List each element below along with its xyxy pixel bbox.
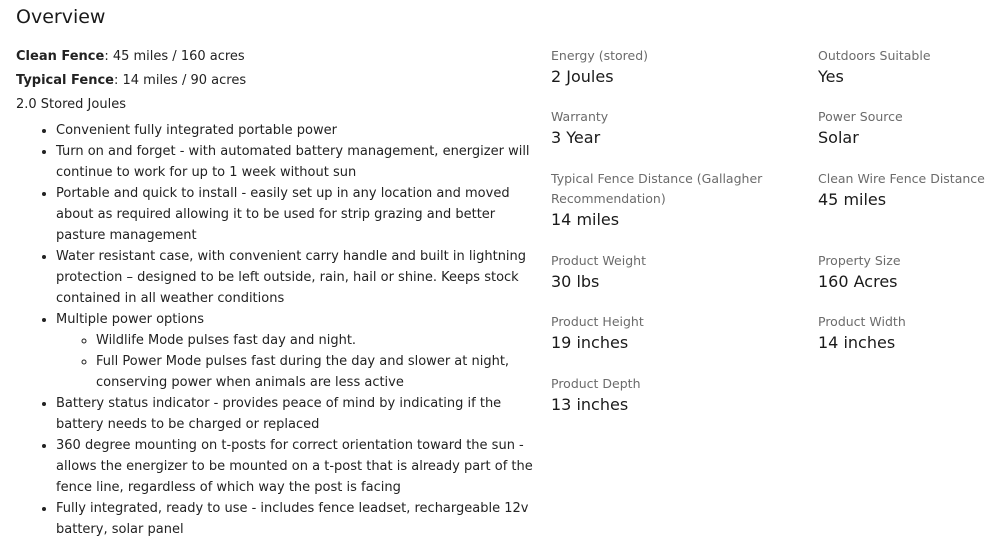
- spec-label: Typical Fence Distance (Gallagher Recommendation): [551, 171, 763, 206]
- spec-product-depth: [551, 374, 781, 416]
- spec-product-width: [818, 312, 995, 354]
- spec-value: 19 inches: [551, 333, 629, 352]
- spec-warranty: [551, 107, 781, 149]
- clean-fence-value: : 45 miles / 160 acres: [104, 49, 245, 64]
- power-option-item: ◦ Wildlife Mode pulses fast day and night.: [96, 330, 536, 351]
- feature-item: • Water resistant case, with convenient carry handle and built in lightning protection – designed to be left outside, rain, hail or shine. Keeps stock contained in all weather conditions: [56, 246, 536, 309]
- spec-value: Solar: [818, 128, 859, 147]
- feature-item: • Battery status indicator - provides peace of mind by indicating if the battery needs to be charged or replaced: [56, 393, 536, 435]
- spec-product-height: [551, 312, 781, 354]
- spec-label: Energy (stored): [551, 48, 649, 63]
- spec-value: 14 miles: [551, 210, 620, 229]
- spec-label: Product Height: [551, 314, 644, 329]
- spec-value: 14 inches: [818, 333, 896, 352]
- clean-fence-line: [16, 45, 536, 69]
- clean-fence-label: Clean Fence: [16, 49, 105, 64]
- typical-fence-value: : 14 miles / 90 acres: [113, 73, 247, 88]
- spec-label: Power Source: [818, 109, 903, 124]
- spec-clean-wire-fence-distance: [818, 169, 993, 211]
- feature-item: • Turn on and forget - with automated battery management, energizer will continue to work for up to 1 week without sun: [56, 141, 536, 183]
- spec-label: Outdoors Suitable: [818, 48, 931, 63]
- spec-property-size: [818, 251, 995, 293]
- feature-item: • Portable and quick to install - easily set up in any location and moved about as required allowing it to be used for strip grazing and better pasture management: [56, 183, 536, 246]
- spec-label: Product Width: [818, 314, 906, 329]
- spec-label: Clean Wire Fence Distance: [818, 171, 985, 186]
- spec-power-source: [818, 107, 995, 149]
- spec-product-weight: [551, 251, 781, 293]
- spec-label: Product Weight: [551, 253, 646, 268]
- typical-fence-label: Typical Fence: [16, 73, 114, 88]
- spec-value: 13 inches: [551, 395, 629, 414]
- spec-value: Yes: [818, 67, 844, 86]
- spec-value: 2 Joules: [551, 67, 614, 86]
- spec-value: 160 Acres: [818, 272, 898, 291]
- spec-outdoors-suitable: [818, 46, 995, 88]
- spec-typical-fence-distance: [551, 169, 766, 231]
- page-title: Overview: [16, 6, 106, 28]
- spec-energy-stored: [551, 46, 781, 88]
- spec-label: Warranty: [551, 109, 609, 124]
- power-option-item: ◦ Full Power Mode pulses fast during the day and slower at night, conserving power when animals are less active: [96, 351, 536, 393]
- feature-item: • Convenient fully integrated portable power: [56, 120, 536, 141]
- spec-label: Property Size: [818, 253, 901, 268]
- feature-item: • 360 degree mounting on t-posts for correct orientation toward the sun - allows the energizer to be mounted on a t-post that is already part of the fence line, regardless of which way the post is facing: [56, 435, 536, 498]
- spec-value: 30 lbs: [551, 272, 600, 291]
- stored-joules-line: 2.0 Stored Joules: [16, 97, 126, 112]
- spec-value: 3 Year: [551, 128, 601, 147]
- power-options-list: [56, 330, 536, 393]
- feature-item-label: Multiple power options: [56, 312, 204, 327]
- feature-item: • Fully integrated, ready to use - includes fence leadset, rechargeable 12v battery, solar panel: [56, 498, 536, 540]
- feature-list: [16, 120, 536, 540]
- typical-fence-line: [16, 69, 536, 93]
- spec-value: 45 miles: [818, 190, 887, 209]
- feature-item-power-options: [56, 309, 536, 393]
- overview-description: [16, 45, 536, 540]
- spec-label: Product Depth: [551, 376, 641, 391]
